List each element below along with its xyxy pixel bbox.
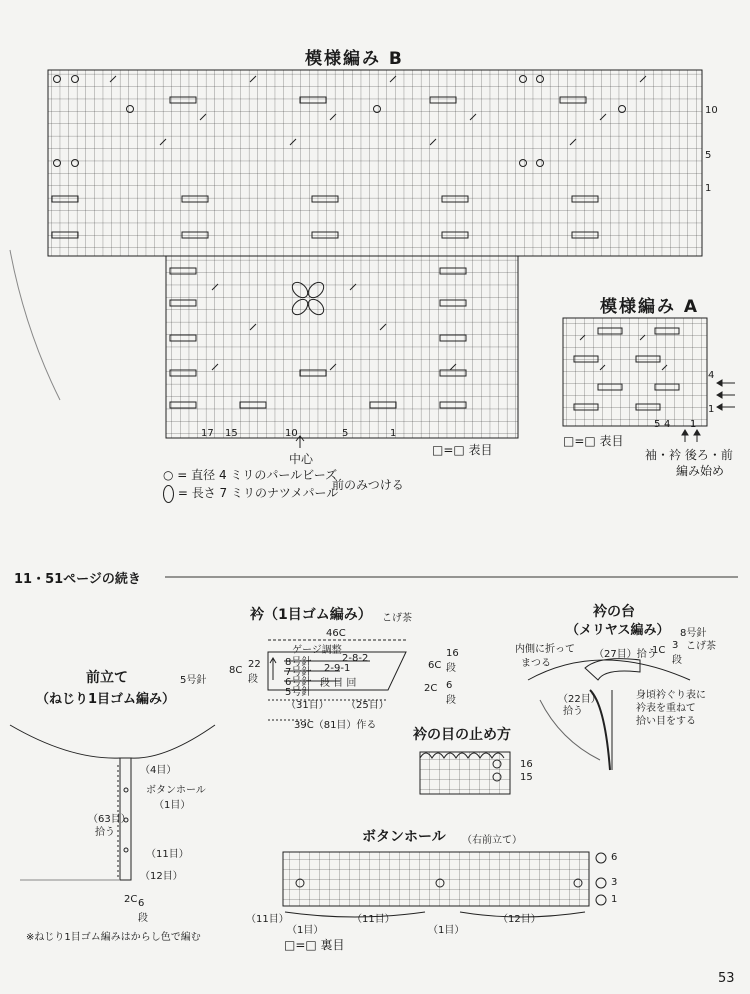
buttonhole-label-1b: （1目） <box>428 925 465 936</box>
collar-right-lower: 2C <box>424 683 438 694</box>
needle-7: 7号針 <box>285 667 312 678</box>
pattern-a-legend: □=□ 表目 <box>563 434 624 448</box>
placket-label-4: （4目） <box>140 765 177 776</box>
collar-right-upper: 6C <box>428 660 442 671</box>
gauge-label: ゲージ調整 <box>292 645 342 656</box>
placket-label-12: （12目） <box>140 871 183 882</box>
buttonhole-subtitle: （右前立て） <box>462 835 522 846</box>
needle-6: 6号針 <box>285 677 312 688</box>
pattern-b-col-5: 5 <box>342 428 349 439</box>
pattern-b-legend: □=□ 表目 <box>432 443 493 457</box>
needle-8: 8号針 <box>285 657 312 668</box>
pattern-a-row-4: 4 <box>708 370 715 381</box>
pattern-b-row-5: 5 <box>705 150 712 161</box>
collar-left-rows: 22 段 <box>248 659 261 685</box>
buttonhole-row-3: 3 <box>611 877 618 888</box>
fold-note2: まつる <box>521 658 551 669</box>
pattern-a-arrow-label: 袖・衿 後ろ・前 <box>645 448 733 462</box>
pattern-b-title: 模様編み B <box>305 49 404 69</box>
collar-left-size: 8C <box>229 665 243 676</box>
placket-title: 前立て <box>86 670 128 686</box>
body-note3: 拾い目をする <box>636 716 696 727</box>
buttonhole-title: ボタンホール <box>362 829 446 845</box>
bead-legend-natsume: = 長さ 7 ミリのナツメパール <box>163 484 338 503</box>
buttonhole-label-1a: （1目） <box>287 925 324 936</box>
collar-bottom-inner2: （25目） <box>346 700 389 711</box>
collar-base-needle: 8号針 <box>680 628 707 639</box>
pattern-b-row-10: 10 <box>705 105 718 116</box>
pattern-a-col-1: 1 <box>690 419 697 430</box>
collar-rib-title: 衿（1目ゴム編み） <box>250 607 372 623</box>
placket-rows: 6 段 <box>138 898 148 924</box>
pattern-b-col-17: 17 <box>201 428 214 439</box>
pattern-a-col-5: 5 <box>654 419 661 430</box>
decrease-note: 段 目 回 <box>320 678 357 689</box>
section-header: 11・51ページの続き <box>14 572 141 587</box>
needle-5: 5号針 <box>285 687 312 698</box>
pattern-a-start-label: 編み始め <box>676 464 725 478</box>
collar-base-pickup-left2: 拾う <box>563 706 583 717</box>
buttonhole-label-11b: （11目） <box>352 914 395 925</box>
bead-note: 前のみつける <box>332 478 404 492</box>
buttonhole-legend: □=□ 裏目 <box>284 938 345 952</box>
center-label: 中心 <box>289 452 314 466</box>
collar-base-title: 衿の台 <box>593 604 635 620</box>
pattern-b-col-10: 10 <box>285 428 298 439</box>
placket-buttonhole: ボタンホール <box>146 785 206 796</box>
collar-base-pickup-top: （27目）拾う <box>594 649 657 660</box>
buttonhole-label-11a: （11目） <box>246 914 289 925</box>
bind-off-title: 衿の目の止め方 <box>413 727 511 743</box>
collar-bottom-inner: （31目） <box>286 700 329 711</box>
buttonhole-chart <box>283 852 606 917</box>
pattern-a-col-4: 4 <box>664 419 671 430</box>
collar-base-rows: 3 段 <box>672 640 682 666</box>
body-note: 身頃衿ぐり表に <box>636 690 706 701</box>
decrease-2: 2-9-1 <box>324 663 351 674</box>
collar-rib-color: こげ茶 <box>382 613 412 624</box>
collar-top-width: 46C <box>326 628 346 639</box>
collar-right-upper-rows: 16 段 <box>446 648 459 674</box>
decrease-1: 2-8-2 <box>342 653 369 664</box>
collar-base-size: 1C <box>652 645 666 656</box>
buttonhole-row-6: 6 <box>611 852 618 863</box>
bind-off-row-16: 16 <box>520 759 533 770</box>
pattern-b-row-1: 1 <box>705 183 712 194</box>
oval-bead-icon <box>163 485 174 503</box>
collar-base-pickup-left: （22目） <box>558 694 601 705</box>
placket-footnote: ※ねじり1目ゴム編みはからし色で編む <box>26 932 201 943</box>
placket-label-1: （1目） <box>154 800 191 811</box>
collar-base-color: こげ茶 <box>686 641 716 652</box>
placket-pickup2: 拾う <box>95 827 115 838</box>
placket-subtitle: （ねじり1目ゴム編み） <box>36 692 176 707</box>
buttonhole-label-12: （12目） <box>498 914 541 925</box>
placket-pickup: （63目） <box>88 814 131 825</box>
bind-off-row-15: 15 <box>520 772 533 783</box>
placket-needle: 5号針 <box>180 675 207 686</box>
bead-legend-pearl: ○ = 直径 4 ミリのパールビーズ <box>163 468 338 482</box>
page-number: 53 <box>718 971 735 986</box>
pattern-b-col-1: 1 <box>390 428 397 439</box>
pattern-a-row-1: 1 <box>708 404 715 415</box>
collar-base-subtitle: （メリヤス編み） <box>566 623 670 638</box>
placket-label-11: （11目） <box>146 849 189 860</box>
buttonhole-row-1: 1 <box>611 894 618 905</box>
pattern-a-title: 模様編み A <box>600 297 700 317</box>
fold-note: 内側に折って <box>515 644 575 655</box>
pattern-b-col-15: 15 <box>225 428 238 439</box>
bind-off-chart <box>420 752 510 794</box>
collar-bottom-width: 39C（81目）作る <box>294 720 377 731</box>
placket-size: 2C <box>124 894 138 905</box>
collar-right-lower-rows: 6 段 <box>446 680 456 706</box>
body-note2: 衿表を重ねて <box>636 703 696 714</box>
